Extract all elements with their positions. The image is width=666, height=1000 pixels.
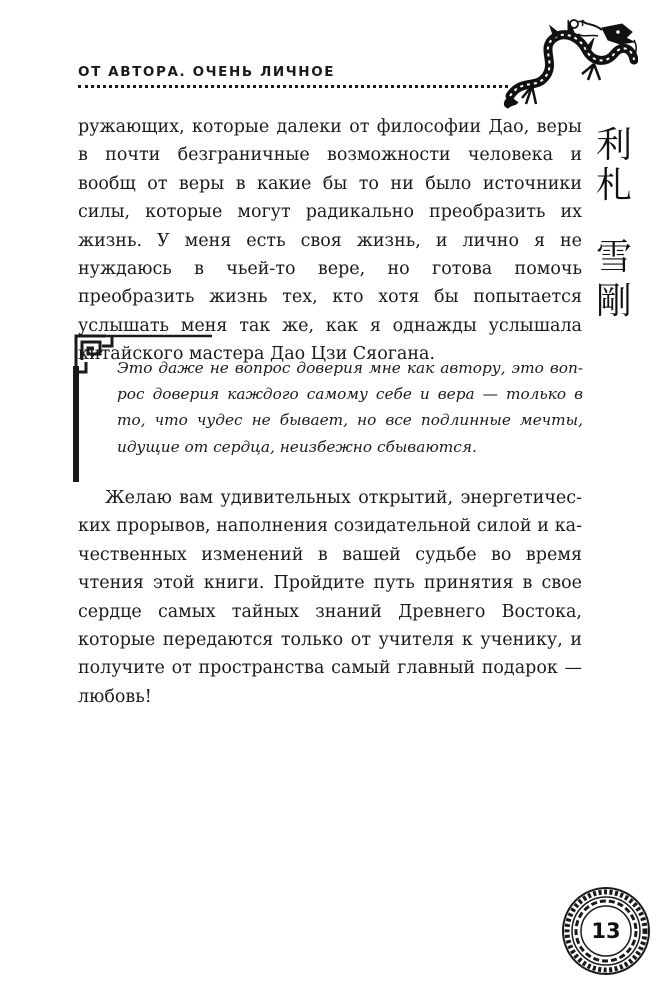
header-dotted-rule	[78, 85, 508, 88]
calligraphy-glyph: 利	[595, 125, 632, 166]
quote-text: Это даже не вопрос доверия мне как автору, это вопрос доверия каждого самому себе и вера — только в то, что чудес не бывает, но все подлинные мечты, идущие от сердца, неизбежно сбываются.	[117, 359, 583, 456]
calligraphy-column	[585, 126, 643, 336]
paragraph-text: Желаю вам удивительных открытий, энергетических прорывов, наполнения созидательной силой и качественных изменений в вашей судьбе во время чтения этой книги. Пройдите путь принятия в свое сердце самых тайных знаний Древнего Востока, которые передаются только от учителя к ученику, и получите от пространства самый главный подарок — любовь!	[78, 488, 582, 707]
running-head: ОТ АВТОРА. ОЧЕНЬ ЛИЧНОЕ	[78, 64, 336, 80]
calligraphy-glyph: 剛	[595, 281, 632, 322]
page-number: 13	[591, 919, 621, 943]
body-paragraph-1	[78, 113, 582, 369]
quote-block	[117, 355, 583, 460]
dragon-icon	[502, 18, 638, 110]
paragraph-text: ружающих, которые далеки от философии Дао, веры в почти безграничные возможности человека и вообщ от веры в какие бы то ни было источники силы, которые могут радикально преобразить их жизнь. У меня есть своя жизнь, и лично я не нуждаюсь в чьей-то вере, но готова помочь преобразить жизнь тех, кто хотя бы попытается услышать меня так же, как я однажды услышала китайского мастера Дао Цзи Сяогана.	[78, 117, 582, 365]
calligraphy-glyph: 雪	[595, 237, 632, 278]
body-paragraph-2	[78, 484, 582, 711]
calligraphy-glyph: 札	[595, 165, 632, 206]
